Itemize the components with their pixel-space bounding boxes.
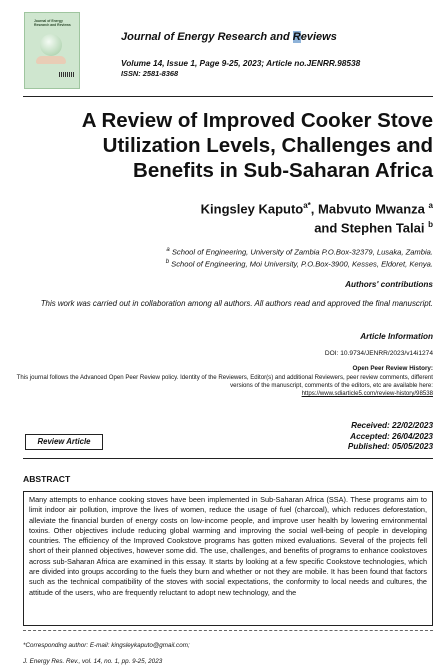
open-peer-review-heading: Open Peer Review History: bbox=[352, 365, 433, 372]
article-type-tag: Review Article bbox=[25, 434, 103, 450]
author-list: Kingsley Kaputo$^{a*}$, Mabvuto Mwanza $^a$ and Stephen Talai $^b$ bbox=[200, 201, 433, 236]
abstract-text: Many attempts to enhance cooking stoves have been implemented in Sub-Saharan Africa (SSA). These programs aim to limit indoor air pollution, improve the lives of women, reduce the usage of fuel (charcoal), which reduces deforestation, alleviate the financial burden of energy costs on low-income people, and improve user health by lowering environmental toxins. Other objectives include reducing global warming and improving the social well-being of people in developing countries. The efficiency of the Improved Cookstove programs has gotten mixed evaluations. Several of the projects fell short of their planned objectives, however some did. The use, challenges, and benefits of programs to enhance cookstoves across sub-Saharan Africa are examined in this essay. It starts by looking at a few specific Cookstove technologies, which are divided into groups according to the fuels they burn and whether or not they are mobile. It has been found that factors such as the technical compatibility of the stoves with social expectations, the conformity to local needs and cultures, the attitude of the users, who are frequently reluctant to adopt new technology, and the bbox=[29, 495, 427, 597]
open-peer-review-text: This journal follows the Advanced Open Peer Review policy. Identity of the Reviewers, Editor(s) and additional Reviewers, peer review comments, different versions of the manuscript, comments of the editors, etc are available here: https://www.sdiarticle5.com/review-history/98538 bbox=[16, 374, 433, 397]
article-info-heading: Article Information bbox=[360, 332, 433, 341]
journal-name: Journal of Energy Research and Reviews bbox=[121, 31, 337, 43]
affiliation-a: $^a$ School of Engineering, University of Zambia P.O.Box-32379, Lusaka, Zambia. bbox=[166, 247, 433, 257]
journal-cover-thumbnail bbox=[24, 12, 80, 89]
review-history-link[interactable]: https://www.sdiarticle5.com/review-history/98538 bbox=[301, 390, 433, 397]
abstract-box bbox=[23, 491, 433, 626]
doi: DOI: 10.9734/JENRR/2023/v14i1274 bbox=[324, 350, 433, 357]
cover-title: Journal of Energy Research and Reviews bbox=[34, 19, 71, 27]
contributions-text: This work was carried out in collaboration among all authors. All authors read and approved the final manuscript. bbox=[40, 299, 433, 308]
journal-issn: ISSN: 2581-8368 bbox=[121, 69, 179, 78]
article-title: A Review of Improved Cooker Stove Utilization Levels, Challenges and Benefits in Sub-Saharan Africa bbox=[81, 109, 433, 182]
journal-volume: Volume 14, Issue 1, Page 9-25, 2023; Article no.JENRR.98538 bbox=[121, 58, 361, 68]
journal-citation: J. Energy Res. Rev., vol. 14, no. 1, pp. 9-25, 2023 bbox=[23, 658, 163, 665]
published-date: Published: 05/05/2023 bbox=[347, 442, 433, 451]
affiliation-b: $^b$ School of Engineering, Moi University, P.O.Box-3900, Kesses, Eldoret, Kenya. bbox=[165, 259, 433, 269]
header-divider bbox=[23, 96, 433, 97]
dates-divider bbox=[23, 458, 433, 459]
cover-globe-image bbox=[40, 34, 62, 56]
text-selection-highlight: R bbox=[292, 31, 301, 43]
cover-hand-image bbox=[36, 56, 66, 64]
contributions-heading: Authors' contributions bbox=[345, 280, 433, 289]
abstract-heading: ABSTRACT bbox=[23, 474, 71, 484]
received-date: Received: 22/02/2023 bbox=[351, 421, 433, 430]
accepted-date: Accepted: 26/04/2023 bbox=[350, 432, 433, 441]
cover-barcode bbox=[59, 72, 75, 77]
footnote-divider bbox=[23, 630, 433, 631]
corresponding-author: *Corresponding author: E-mail: kingsleykaputo@gmail.com; bbox=[23, 642, 190, 649]
